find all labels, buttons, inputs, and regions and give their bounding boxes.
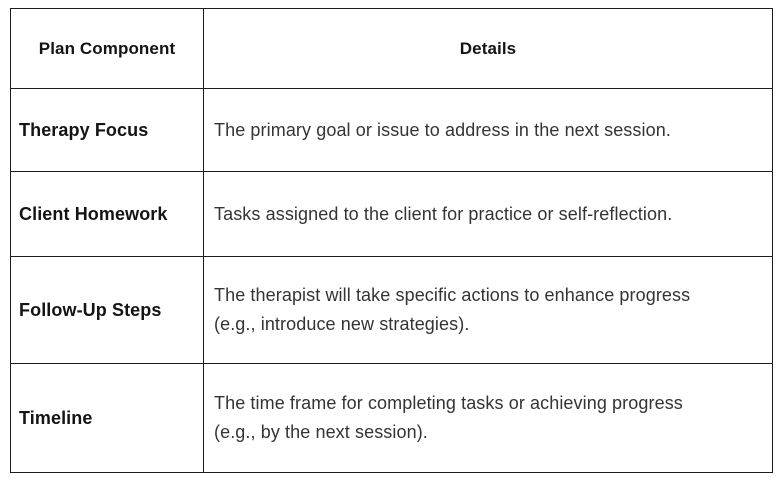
row-component-therapy-focus: Therapy Focus xyxy=(11,89,204,172)
row-component-timeline: Timeline xyxy=(11,364,204,473)
table-row xyxy=(11,364,773,473)
row-component-follow-up-steps: Follow-Up Steps xyxy=(11,257,204,364)
table-row xyxy=(11,257,773,364)
row-details-client-homework: Tasks assigned to the client for practice or self-reflection. xyxy=(204,172,773,257)
plan-component-table xyxy=(10,8,773,473)
row-details-therapy-focus: The primary goal or issue to address in the next session. xyxy=(204,89,773,172)
table-row xyxy=(11,89,773,172)
row-component-client-homework: Client Homework xyxy=(11,172,204,257)
column-header-details: Details xyxy=(204,9,773,89)
table-header-row xyxy=(11,9,773,89)
table-row xyxy=(11,172,773,257)
row-details-timeline: The time frame for completing tasks or achieving progress (e.g., by the next session). xyxy=(204,364,773,473)
column-header-plan-component: Plan Component xyxy=(11,9,204,89)
row-details-follow-up-steps: The therapist will take specific actions to enhance progress (e.g., introduce new strategies). xyxy=(204,257,773,364)
